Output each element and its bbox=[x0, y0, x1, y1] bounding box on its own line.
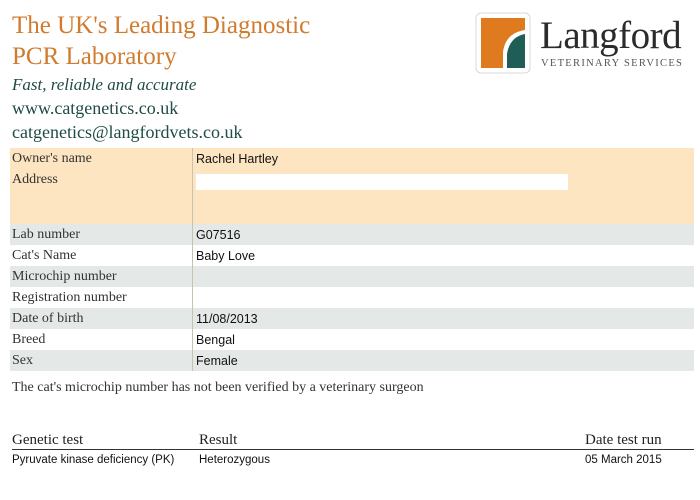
microchip-verification-note: The cat's microchip number has not been verified by a veterinary surgeon bbox=[12, 380, 424, 395]
lab-title-line-1: The UK's Leading Diagnostic bbox=[12, 12, 311, 39]
date-of-birth-row bbox=[10, 308, 694, 329]
sex-value: Female bbox=[196, 353, 238, 368]
result-cell: Heterozygous bbox=[199, 454, 270, 466]
langford-logo-mark-icon bbox=[475, 12, 531, 74]
result-header: Result bbox=[199, 432, 238, 448]
genetic-test-cell: Pyruvate kinase deficiency (PK) bbox=[12, 454, 175, 466]
genetic-test-header: Genetic test bbox=[12, 432, 84, 448]
date-of-birth-value: 11/08/2013 bbox=[196, 311, 258, 326]
genetic-results-table bbox=[12, 430, 694, 470]
table-row bbox=[12, 450, 694, 470]
registration-number-label: Registration number bbox=[10, 287, 193, 308]
date-test-run-cell: 05 March 2015 bbox=[585, 454, 662, 466]
address-label: Address bbox=[10, 170, 193, 224]
cat-details-table bbox=[10, 148, 694, 371]
registration-number-value bbox=[193, 287, 694, 308]
cats-name-row bbox=[10, 245, 694, 266]
langford-logo bbox=[475, 12, 690, 74]
registration-number-row bbox=[10, 287, 694, 308]
report-header bbox=[12, 10, 310, 144]
lab-number-row bbox=[10, 224, 694, 245]
sex-label: Sex bbox=[10, 350, 193, 371]
logo-name: Langford bbox=[540, 14, 682, 57]
owners-name-label: Owner's name bbox=[10, 148, 193, 170]
lab-number-label: Lab number bbox=[10, 224, 193, 245]
owners-name-row bbox=[10, 148, 694, 170]
microchip-number-label: Microchip number bbox=[10, 266, 193, 287]
lab-tagline: Fast, reliable and accurate bbox=[12, 75, 197, 94]
microchip-number-row bbox=[10, 266, 694, 287]
logo-subtitle: VETERINARY SERVICES bbox=[541, 58, 684, 69]
cats-name-label: Cat's Name bbox=[10, 245, 193, 266]
breed-value: Bengal bbox=[196, 332, 235, 347]
breed-label: Breed bbox=[10, 329, 193, 350]
microchip-number-value bbox=[193, 266, 694, 287]
date-test-run-header: Date test run bbox=[585, 432, 662, 448]
cats-name-value: Baby Love bbox=[196, 248, 256, 263]
breed-row bbox=[10, 329, 694, 350]
date-of-birth-label: Date of birth bbox=[10, 308, 193, 329]
address-field bbox=[196, 174, 568, 190]
owners-name-value: Rachel Hartley bbox=[196, 152, 278, 166]
lab-website: www.catgenetics.co.uk bbox=[12, 98, 179, 118]
lab-title-line-2: PCR Laboratory bbox=[12, 43, 177, 70]
lab-number-value: G07516 bbox=[196, 227, 241, 242]
lab-email: catgenetics@langfordvets.co.uk bbox=[12, 122, 243, 142]
sex-row bbox=[10, 350, 694, 371]
address-row bbox=[10, 170, 694, 224]
results-header-row bbox=[12, 430, 694, 450]
